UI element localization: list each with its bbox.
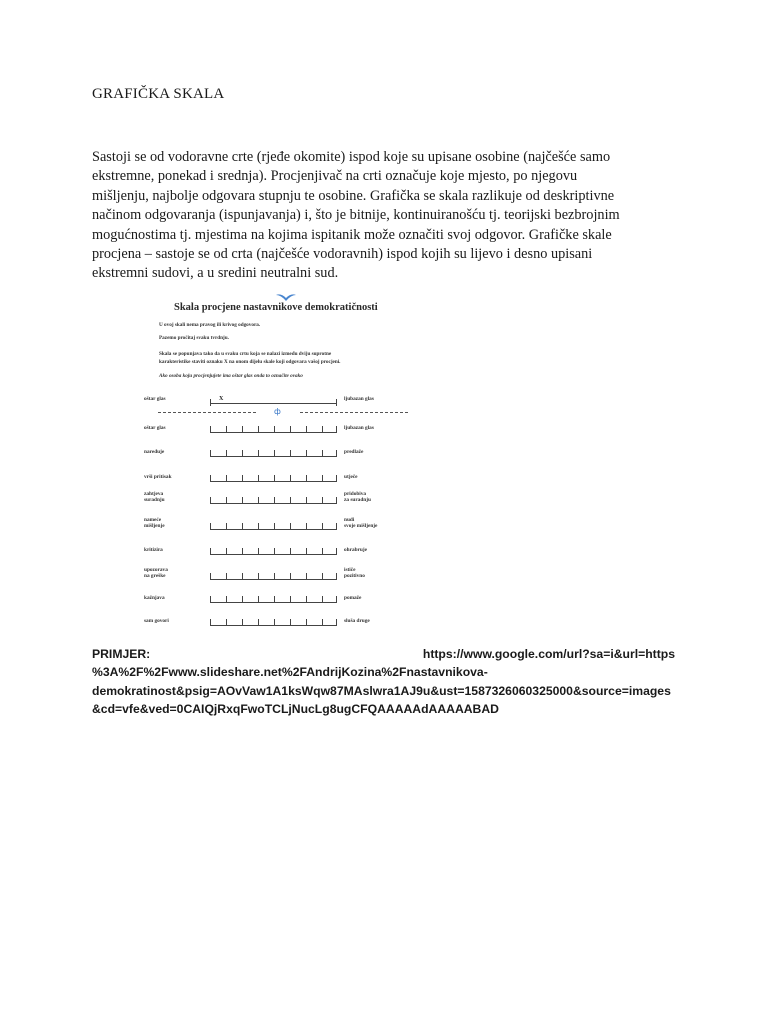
scale-left-label-line: mišljenje — [144, 523, 165, 530]
scale-right-label — [344, 618, 370, 624]
scale-tick[interactable] — [226, 619, 227, 626]
scale-left-label-line: naređuje — [144, 449, 165, 455]
scale-tick[interactable] — [242, 475, 243, 482]
scale-tick[interactable] — [210, 497, 211, 504]
scale-right-label-line: pozitivno — [344, 573, 365, 580]
scale-left-label — [144, 449, 192, 455]
scale-left-label — [144, 595, 192, 601]
source-url-link[interactable]: %3A%2F%2Fwww.slideshare.net%2FAndrijKozina%2Fnastavnikova- — [92, 665, 488, 680]
scale-tick[interactable] — [210, 573, 211, 580]
scale-tick[interactable] — [258, 596, 259, 603]
document-heading: GRAFIČKA SKALA — [92, 86, 225, 102]
scale-tick[interactable] — [258, 426, 259, 433]
scale-tick[interactable] — [274, 573, 275, 580]
scale-tick[interactable] — [322, 426, 323, 433]
scale-tick[interactable] — [290, 573, 291, 580]
scale-left-label-line: upozorava — [144, 567, 168, 573]
scale-right-label-line: utječe — [344, 474, 358, 480]
scale-left-label — [144, 491, 192, 504]
scale-tick[interactable] — [274, 450, 275, 457]
paragraph-line: načinom odgovaranja (ispunjavanja) i, što je bitnije, kontinuiranošću tj. teorijski bezbrojnim — [92, 207, 620, 224]
scale-left-label — [144, 618, 192, 624]
scale-tick[interactable] — [290, 497, 291, 504]
scale-right-label — [344, 547, 367, 553]
scale-tick[interactable] — [290, 523, 291, 530]
scale-right-label-line: ističe — [344, 567, 356, 573]
scale-right-label-line: predlaže — [344, 449, 364, 455]
scale-tick[interactable] — [336, 450, 337, 457]
scale-tick[interactable] — [226, 596, 227, 603]
scale-tick[interactable] — [210, 475, 211, 482]
scale-tick[interactable] — [306, 548, 307, 555]
scale-right-label — [344, 567, 365, 580]
scale-tick[interactable] — [290, 619, 291, 626]
scale-tick[interactable] — [336, 573, 337, 580]
example-scale-line — [210, 403, 337, 404]
scale-left-label — [144, 567, 192, 580]
scale-title: Skala procjene nastavnikove demokratičnosti — [174, 302, 378, 313]
scale-row — [144, 544, 420, 568]
scale-tick[interactable] — [226, 523, 227, 530]
scale-tick[interactable] — [258, 475, 259, 482]
scale-tick[interactable] — [274, 523, 275, 530]
scale-tick[interactable] — [322, 523, 323, 530]
scale-tick[interactable] — [258, 450, 259, 457]
scale-right-label — [344, 517, 377, 530]
scale-tick[interactable] — [242, 548, 243, 555]
scale-tick[interactable] — [258, 619, 259, 626]
scale-tick[interactable] — [242, 426, 243, 433]
paragraph-line: procjena – sastoje se od crta (najčešće vodoravnih) ispod kojih su lijevo i desno upisani — [92, 246, 593, 263]
scale-left-label-line: kritizira — [144, 547, 163, 553]
scale-tick[interactable] — [290, 426, 291, 433]
scale-left-label-line: suradnju — [144, 497, 165, 504]
example-right-label: ljubazan glas — [344, 396, 374, 402]
scale-tick[interactable] — [242, 497, 243, 504]
scale-tick[interactable] — [336, 548, 337, 555]
scale-tick[interactable] — [258, 523, 259, 530]
scale-right-label — [344, 491, 371, 504]
scale-right-label-line: ljubazan glas — [344, 425, 374, 431]
scale-tick[interactable] — [336, 619, 337, 626]
scale-tick[interactable] — [274, 426, 275, 433]
scale-row — [144, 592, 420, 616]
scale-tick[interactable] — [336, 475, 337, 482]
scale-left-label-line: sam govori — [144, 618, 169, 624]
scale-tick[interactable] — [226, 475, 227, 482]
scale-tick[interactable] — [274, 497, 275, 504]
scale-tick[interactable] — [226, 426, 227, 433]
scale-tick[interactable] — [210, 596, 211, 603]
scale-tick[interactable] — [322, 573, 323, 580]
scale-right-label — [344, 425, 374, 431]
scale-tick[interactable] — [290, 475, 291, 482]
scale-right-label-line: pomaže — [344, 595, 362, 601]
scale-tick[interactable] — [306, 450, 307, 457]
scale-tick[interactable] — [290, 548, 291, 555]
scale-tick[interactable] — [226, 450, 227, 457]
scale-tick[interactable] — [322, 596, 323, 603]
scale-tick[interactable] — [242, 450, 243, 457]
paragraph-line: mogućnostima tj. mjestima na kojima ispitanik može označiti svoj odgovor. Grafičke skale — [92, 226, 612, 243]
scale-tick[interactable] — [306, 573, 307, 580]
paragraph-line: mišljenju, najbolje odgovara stupnju te osobine. Grafička se skala razlikuje od deskriptivne — [92, 187, 615, 204]
scale-right-label-line: ohrabruje — [344, 547, 367, 553]
source-url-link[interactable]: &cd=vfe&ved=0CAIQjRxqFwoTCLjNucLg8ugCFQAAAAAdAAAAABAD — [92, 702, 499, 717]
scale-tick[interactable] — [226, 573, 227, 580]
scale-row — [144, 567, 420, 593]
scale-left-label-line: zahtjeva — [144, 491, 164, 497]
scale-left-label-line: kažnjava — [144, 595, 165, 601]
scale-tick — [336, 399, 337, 406]
scale-left-label-line: na greške — [144, 573, 166, 580]
source-url-link[interactable]: demokratinost&psig=AOvVaw1A1ksWqw87MAslwra1AJ9u&ust=1587326060325000&source=images — [92, 683, 671, 698]
scale-tick[interactable] — [258, 548, 259, 555]
scale-instruction: Ako osoba koju procjenjujete ima oštar glas onda to označite ovako — [159, 373, 303, 379]
scale-tick[interactable] — [306, 426, 307, 433]
scale-row — [144, 615, 420, 639]
scale-tick[interactable] — [322, 497, 323, 504]
scale-instruction: Skala se popunjava tako da u svaku crtu koja se nalazi između dviju suprotne — [159, 351, 332, 357]
scale-tick[interactable] — [336, 497, 337, 504]
paragraph-line: ekstremni sudovi, a u sredini neutralni sud. — [92, 265, 339, 282]
scale-tick[interactable] — [274, 548, 275, 555]
paragraph-line: ekstremne, ponekad i srednja). Procjenjivač na crti označuje koje mjesto, po njegovu — [92, 168, 578, 185]
scale-tick[interactable] — [274, 475, 275, 482]
scale-left-label — [144, 474, 192, 480]
scale-tick[interactable] — [242, 619, 243, 626]
scale-row — [144, 446, 420, 470]
scale-left-label — [144, 425, 192, 431]
scale-tick — [210, 399, 211, 406]
scale-right-label — [344, 474, 358, 480]
scale-left-label-line: nameće — [144, 517, 162, 523]
scale-row — [144, 491, 420, 517]
scale-tick[interactable] — [258, 497, 259, 504]
scale-tick[interactable] — [242, 573, 243, 580]
scale-right-label-line: nudi — [344, 517, 355, 523]
dashed-line-right — [300, 412, 408, 413]
scale-tick[interactable] — [258, 573, 259, 580]
scale-tick[interactable] — [210, 426, 211, 433]
scale-right-label-line: svoje mišljenje — [344, 523, 378, 530]
example-mark: X — [219, 396, 224, 402]
embedded-scale-image — [144, 290, 420, 635]
scale-tick[interactable] — [336, 596, 337, 603]
scale-tick[interactable] — [290, 450, 291, 457]
scale-tick[interactable] — [322, 548, 323, 555]
scale-tick[interactable] — [290, 596, 291, 603]
scale-tick[interactable] — [306, 596, 307, 603]
scale-tick[interactable] — [210, 523, 211, 530]
scale-left-label-line: oštar glas — [144, 425, 166, 431]
divider-symbol: ф — [274, 407, 281, 416]
scale-right-label-line: sluša druge — [344, 618, 370, 624]
paragraph-line: Sastoji se od vodoravne crte (rjeđe okomite) ispod koje su upisane osobine (najčešće samo — [92, 149, 611, 165]
scale-right-label — [344, 595, 361, 601]
scale-tick[interactable] — [306, 475, 307, 482]
scale-tick[interactable] — [306, 523, 307, 530]
scale-tick[interactable] — [242, 523, 243, 530]
scale-left-label — [144, 517, 192, 530]
scale-left-label — [144, 547, 192, 553]
scale-tick[interactable] — [336, 426, 337, 433]
scale-tick[interactable] — [336, 523, 337, 530]
example-left-label: oštar glas — [144, 396, 166, 402]
body-paragraph — [92, 148, 682, 284]
scale-row — [144, 422, 420, 446]
scale-instruction: karakteristike staviti oznaku X na onom dijelu skale koji odgovara vašoj procjeni. — [159, 359, 341, 365]
scale-tick[interactable] — [322, 475, 323, 482]
scale-row — [144, 517, 420, 543]
dashed-divider — [158, 409, 413, 417]
bird-logo-icon — [275, 292, 297, 302]
scale-tick[interactable] — [210, 548, 211, 555]
scale-tick[interactable] — [242, 596, 243, 603]
example-reference — [92, 645, 675, 719]
scale-tick[interactable] — [210, 450, 211, 457]
scale-left-label-line: vrši pritisak — [144, 474, 172, 480]
scale-tick[interactable] — [274, 596, 275, 603]
scale-tick[interactable] — [322, 450, 323, 457]
example-label: PRIMJER: — [92, 647, 151, 661]
scale-tick[interactable] — [306, 497, 307, 504]
scale-right-label — [344, 449, 363, 455]
scale-tick[interactable] — [210, 619, 211, 626]
scale-tick[interactable] — [306, 619, 307, 626]
scale-instruction: Pazemo pročitaj svaku tvrdnju. — [159, 335, 229, 341]
scale-instruction: U ovoj skali nema pravog ili krivog odgovora. — [159, 322, 261, 328]
scale-tick[interactable] — [226, 548, 227, 555]
dashed-line-left — [158, 412, 256, 413]
scale-tick[interactable] — [274, 619, 275, 626]
scale-tick[interactable] — [322, 619, 323, 626]
scale-right-label-line: za suradnju — [344, 497, 371, 504]
scale-right-label-line: pridobiva — [344, 491, 367, 497]
scale-tick[interactable] — [226, 497, 227, 504]
source-url-link[interactable]: https://www.google.com/url?sa=i&url=https — [422, 647, 675, 661]
